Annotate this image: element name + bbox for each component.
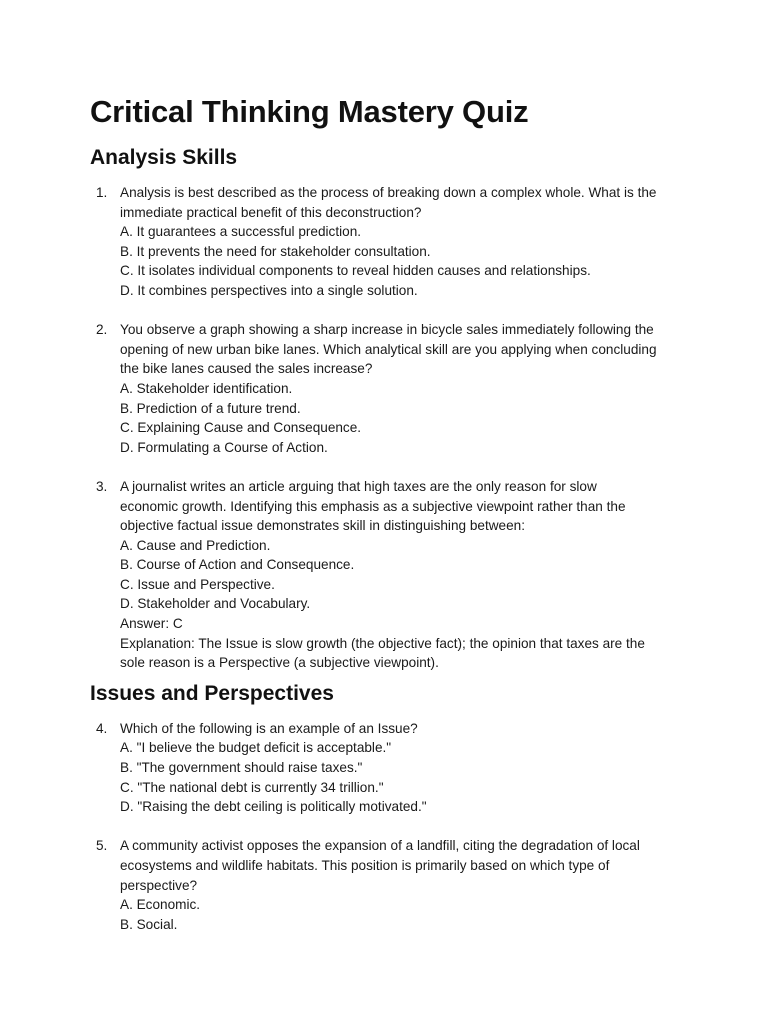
question-list-analysis-skills (90, 183, 688, 673)
answer-option-d: D. "Raising the debt ceiling is politically motivated." (120, 799, 427, 815)
question-stem-line: perspective? (120, 877, 198, 893)
question-body (120, 477, 688, 673)
section-heading-issues-and-perspectives: Issues and Perspectives (90, 681, 334, 705)
answer-option-c: C. "The national debt is currently 34 trillion." (120, 779, 384, 795)
answer-option-d: D. It combines perspectives into a single solution. (120, 282, 418, 298)
question-5 (90, 836, 688, 934)
answer-option-a: A. "I believe the budget deficit is acceptable." (120, 740, 392, 756)
question-4 (90, 719, 688, 817)
question-stem-line: ecosystems and wildlife habitats. This position is primarily based on which type of (120, 858, 610, 873)
answer-option-d: D. Formulating a Course of Action. (120, 439, 328, 455)
question-body (120, 836, 688, 934)
answer-option-b: B. "The government should raise taxes." (120, 760, 363, 776)
answer-option-c: C. It isolates individual components to reveal hidden causes and relationships. (120, 263, 591, 279)
section-heading-analysis-skills: Analysis Skills (90, 146, 238, 169)
explanation-line: sole reason is a Perspective (a subjective viewpoint). (120, 655, 439, 671)
question-1 (90, 183, 688, 301)
explanation-line: Explanation: The Issue is slow growth (the objective fact); the opinion that taxes are the (120, 635, 645, 651)
answer-option-a: A. Economic. (120, 897, 201, 913)
question-stem-line: objective factual issue demonstrates skill in distinguishing between: (120, 518, 526, 534)
question-number: 3. (96, 478, 108, 494)
answer-option-d: D. Stakeholder and Vocabulary. (120, 596, 311, 612)
answer-key: Answer: C (120, 616, 183, 632)
answer-option-b: B. Social. (120, 916, 178, 932)
question-stem-line: Which of the following is an example of an Issue? (120, 720, 418, 736)
question-stem-line: economic growth. Identifying this emphasis as a subjective viewpoint rather than the (120, 498, 626, 514)
question-stem-line: immediate practical benefit of this deconstruction? (120, 204, 422, 220)
answer-option-b: B. It prevents the need for stakeholder consultation. (120, 243, 431, 259)
question-number: 5. (96, 838, 108, 854)
answer-option-c: C. Explaining Cause and Consequence. (120, 420, 362, 436)
question-stem-line: You observe a graph showing a sharp increase in bicycle sales immediately following the (120, 322, 654, 338)
answer-option-b: B. Prediction of a future trend. (120, 400, 301, 416)
question-2 (90, 320, 688, 457)
quiz-title: Critical Thinking Mastery Quiz (90, 94, 529, 129)
answer-option-b: B. Course of Action and Consequence. (120, 557, 355, 573)
question-number: 2. (96, 322, 108, 338)
question-stem-line: A community activist opposes the expansion of a landfill, citing the degradation of local (120, 838, 640, 854)
question-body (120, 320, 688, 457)
question-body (120, 719, 688, 817)
answer-option-c: C. Issue and Perspective. (120, 576, 275, 592)
answer-option-a: A. Cause and Prediction. (120, 537, 271, 553)
answer-option-a: A. It guarantees a successful prediction. (120, 224, 362, 240)
question-body (120, 183, 688, 301)
question-number: 1. (96, 185, 108, 200)
question-3 (90, 477, 688, 673)
question-list-issues-and-perspectives (90, 719, 688, 935)
question-stem-line: opening of new urban bike lanes. Which analytical skill are you applying when concluding (120, 341, 657, 357)
question-stem-line: Analysis is best described as the process of breaking down a complex whole. What is the (120, 185, 657, 200)
question-stem-line: A journalist writes an article arguing that high taxes are the only reason for slow (120, 478, 597, 494)
answer-option-a: A. Stakeholder identification. (120, 380, 293, 396)
question-stem-line: the bike lanes caused the sales increase? (120, 361, 373, 377)
question-number: 4. (96, 720, 108, 736)
